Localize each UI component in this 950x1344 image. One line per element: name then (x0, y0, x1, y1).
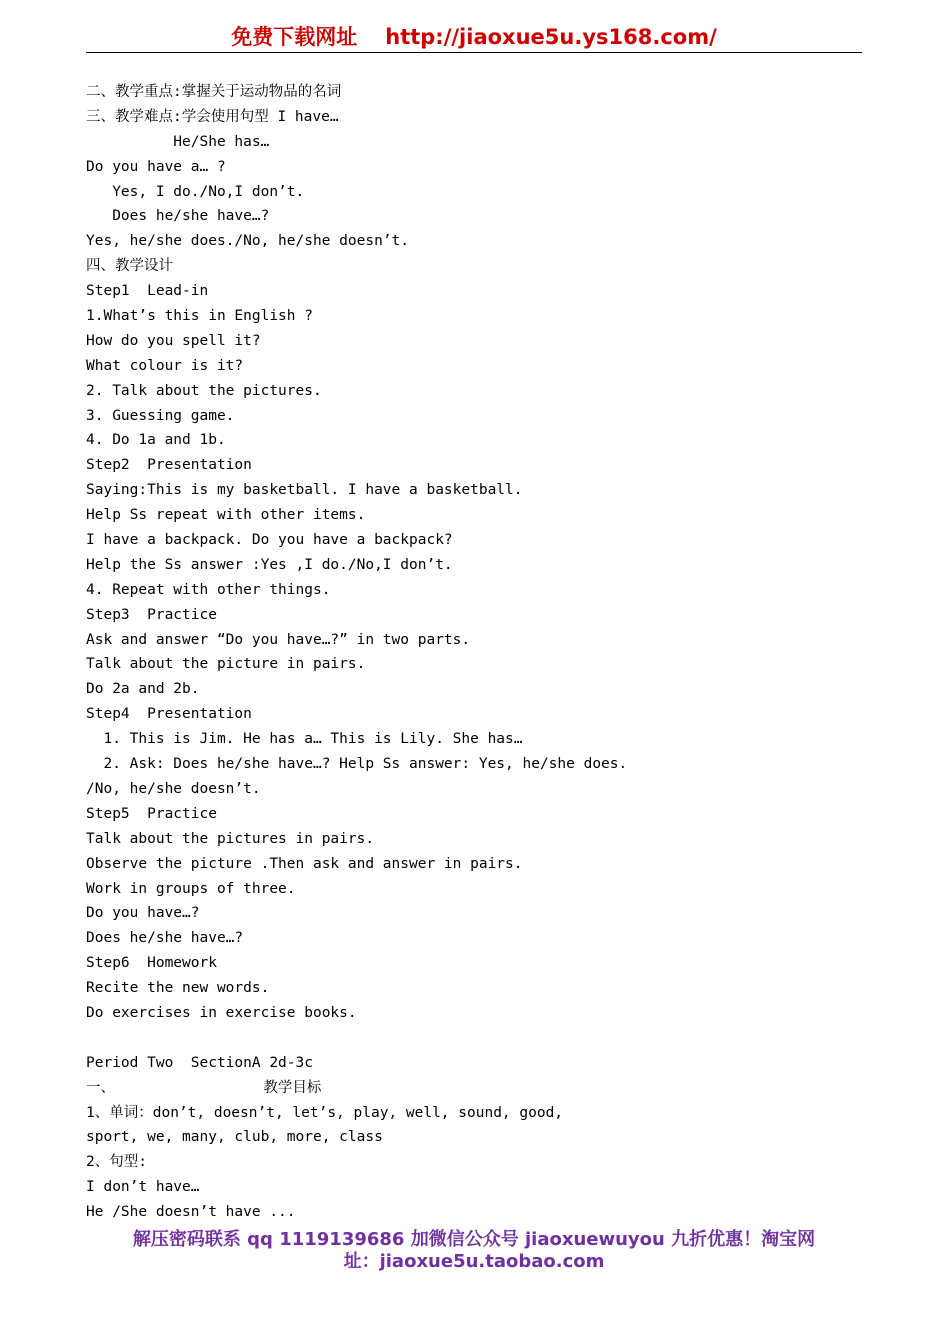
page-header (86, 22, 862, 53)
text-line (86, 1026, 866, 1051)
text-line: Help Ss repeat with other items. (86, 507, 366, 524)
text-line: Step6 Homework (86, 955, 217, 972)
text-line: 4. Repeat with other things. (86, 581, 331, 598)
text-line: Talk about the pictures in pairs. (86, 830, 375, 847)
text-line: I have a backpack. Do you have a backpack? (86, 532, 453, 549)
text-line: Does he/she have…? (86, 930, 244, 947)
text-line: 3. Guessing game. (86, 407, 235, 424)
text-line: Step4 Presentation (86, 706, 252, 723)
text-line: sport, we, many, club, more, class (86, 1129, 383, 1146)
text-line: Help the Ss answer :Yes ,I do./No,I don’t. (86, 556, 453, 573)
text-line: He /She doesn’t have ... (86, 1204, 296, 1221)
text-line: 2. Talk about the pictures. (86, 382, 322, 399)
header-label: 免费下载网址 (231, 25, 358, 49)
text-line: 二、教学重点:掌握关于运动物品的名词 (86, 84, 342, 100)
text-line: Step1 Lead-in (86, 283, 209, 300)
footer-line-2: 址：jiaoxue5u.taobao.com (343, 1251, 605, 1272)
text-line: Observe the picture .Then ask and answer in pairs. (86, 855, 523, 872)
text-line: Step3 Practice (86, 606, 217, 623)
footer-line-1: 解压密码联系 qq 1119139686 加微信公众号 jiaoxuewuyou 九折优惠！淘宝网 (132, 1229, 816, 1250)
text-line: Saying:This is my basketball. I have a basketball. (86, 482, 523, 499)
text-line: Step5 Practice (86, 805, 217, 822)
text-line: Work in groups of three. (86, 880, 296, 897)
text-line: How do you spell it? (86, 332, 261, 349)
text-line: 四、教学设计 (86, 258, 173, 275)
text-line: Step2 Presentation (86, 457, 252, 474)
text-line: Do 2a and 2b. (86, 681, 200, 698)
text-line: Yes, he/she does./No, he/she doesn’t. (86, 233, 410, 250)
text-line: Talk about the picture in pairs. (86, 656, 366, 673)
text-line: 4. Do 1a and 1b. (86, 432, 226, 449)
document-body (86, 80, 866, 1225)
text-line: 一、 教学目标 (86, 1079, 322, 1096)
text-line: 1. This is Jim. He has a… This is Lily. She has… (86, 731, 523, 748)
text-line: 2. Ask: Does he/she have…? Help Ss answer: Yes, he/she does. (86, 756, 628, 773)
text-line: Does he/she have…? (86, 208, 270, 225)
text-line: 三、教学难点:学会使用句型 I have… (86, 108, 339, 125)
text-line: What colour is it? (86, 357, 244, 374)
page-footer (86, 1229, 862, 1273)
text-line: He/She has… (86, 133, 270, 150)
text-line: Yes, I do./No,I don’t. (86, 183, 305, 200)
text-line: 1、单词：don’t, doesn’t, let’s, play, well, sound, good, (86, 1104, 564, 1121)
text-line: Do exercises in exercise books. (86, 1004, 357, 1021)
text-line: Recite the new words. (86, 980, 270, 997)
text-line: Ask and answer “Do you have…?” in two parts. (86, 631, 471, 648)
text-line: Do you have a… ? (86, 158, 226, 175)
header-url-link[interactable]: http://jiaoxue5u.ys168.com/ (385, 25, 717, 49)
text-line: I don’t have… (86, 1179, 200, 1196)
text-line: Period Two SectionA 2d-3c (86, 1054, 313, 1071)
text-line: /No, he/she doesn’t. (86, 780, 261, 797)
text-line: 1.What’s this in English ? (86, 308, 313, 325)
text-line: Do you have…? (86, 905, 200, 922)
text-line: 2、句型: (86, 1154, 147, 1171)
